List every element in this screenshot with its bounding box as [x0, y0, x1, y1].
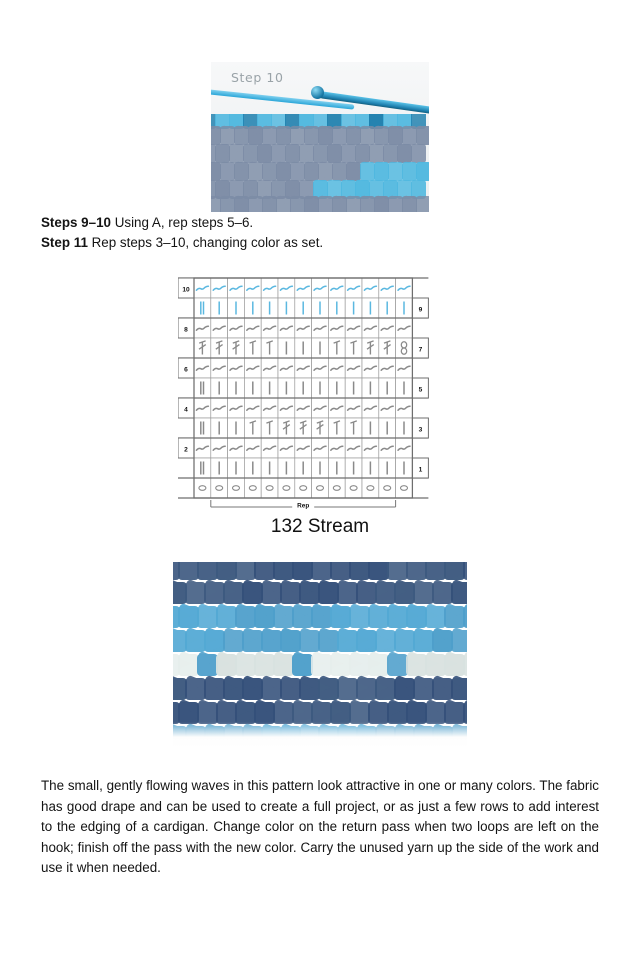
swatch-stitch: [197, 702, 218, 724]
swatch-stitch: [451, 630, 467, 652]
step-photo-stitch-row: [211, 126, 429, 146]
swatch-stitch: [318, 630, 339, 652]
step-photo-figure: [211, 62, 429, 212]
swatch-stitch: [394, 678, 415, 700]
swatch-stitch: [299, 630, 320, 652]
step-photo-stitch: [332, 162, 347, 181]
step-photo-fabric: [211, 114, 429, 212]
swatch-stitch: [356, 678, 377, 700]
swatch-stitch: [185, 630, 206, 652]
swatch-stitch: [197, 654, 218, 676]
swatch-stitch: [394, 582, 415, 604]
swatch-stitch: [337, 582, 358, 604]
step-photo-stitch: [276, 196, 291, 212]
stitch-chart: [178, 276, 462, 514]
swatch-stitch: [216, 654, 237, 676]
swatch-stitch: [406, 702, 427, 724]
swatch-stitch: [330, 562, 351, 580]
swatch-stitch: [330, 606, 351, 628]
step-photo-stitch: [215, 144, 230, 163]
step-photo-stitch: [248, 196, 263, 212]
step-photo-stitch: [234, 162, 249, 181]
swatch-stitch: [273, 562, 294, 580]
swatch-stitch: [387, 702, 408, 724]
swatch-stitch: [349, 702, 370, 724]
swatch-stitch: [261, 678, 282, 700]
step-photo-stitch: [318, 162, 333, 181]
chart-row-number: 6: [184, 366, 188, 374]
swatch-stitch: [311, 606, 332, 628]
swatch-stitch: [261, 582, 282, 604]
step-photo-stitch: [318, 196, 333, 212]
swatch-stitch: [368, 606, 389, 628]
step-photo-stitch: [220, 126, 235, 145]
swatch-stitch: [235, 562, 256, 580]
swatch-stitch: [387, 562, 408, 580]
swatch-stitch: [299, 582, 320, 604]
swatch-stitch: [185, 678, 206, 700]
swatch-stitch: [432, 678, 453, 700]
chart-row-number: 2: [184, 446, 188, 454]
swatch-stitch: [273, 702, 294, 724]
step-photo-stitch: [346, 162, 361, 181]
swatch-stitch: [337, 630, 358, 652]
step-photo-label: Step 10: [231, 70, 284, 85]
swatch-stitch: [406, 654, 427, 676]
swatch-stitch: [292, 562, 313, 580]
step-photo-stitch: [276, 126, 291, 145]
chart-row-number: 7: [418, 346, 423, 354]
swatch-stitch: [413, 630, 434, 652]
swatch-stitch: [235, 606, 256, 628]
swatch-stitch: [463, 562, 467, 580]
instruction-line: [41, 213, 601, 233]
swatch-stitch: [356, 630, 377, 652]
swatch-stitch: [330, 702, 351, 724]
step-photo-stitch: [299, 144, 314, 163]
crochet-hook-head-icon: [311, 86, 324, 99]
step-photo-stitch: [388, 196, 403, 212]
swatch-stitch: [375, 582, 396, 604]
swatch-stitch: [254, 562, 275, 580]
step-photo-stitch: [290, 162, 305, 181]
swatch-stitch: [292, 702, 313, 724]
swatch-stitch: [292, 654, 313, 676]
swatch-stitch: [432, 630, 453, 652]
chart-row-number: 4: [184, 406, 188, 414]
swatch-stitch-row: [173, 678, 467, 702]
step-photo-stitch: [262, 126, 277, 145]
step-photo-stitch: [416, 126, 429, 145]
swatch-stitch: [242, 630, 263, 652]
instruction-block: [41, 213, 601, 252]
chart-row-number: 1: [418, 466, 423, 474]
step-photo-stitch: [285, 144, 300, 163]
step-photo-stitch: [388, 162, 403, 181]
step-photo-stitch: [355, 144, 370, 163]
step-photo-stitch: [318, 126, 333, 145]
swatch-stitch: [280, 678, 301, 700]
swatch-stitch: [425, 654, 446, 676]
swatch-stitch: [463, 702, 467, 724]
swatch-stitch: [254, 654, 275, 676]
swatch-stitch: [197, 562, 218, 580]
step-photo-stitch: [290, 126, 305, 145]
swatch-stitch: [406, 606, 427, 628]
swatch-stitch: [178, 562, 199, 580]
swatch-stitch: [178, 702, 199, 724]
instruction-line: [41, 233, 601, 253]
instruction-step-label: Steps 9–10: [41, 215, 111, 230]
step-photo-stitch: [332, 196, 347, 212]
swatch-stitch: [185, 582, 206, 604]
swatch-stitch: [292, 606, 313, 628]
chart-row-number: 5: [418, 386, 423, 394]
step-photo-stitch: [304, 162, 319, 181]
step-photo-stitch: [304, 196, 319, 212]
rep-bracket: [211, 500, 396, 510]
step-photo-stitch: [243, 144, 258, 163]
swatch-stitch: [330, 654, 351, 676]
stitch-chart-grid: [178, 276, 462, 514]
swatch-stitch: [463, 606, 467, 628]
step-photo-stitch: [262, 162, 277, 181]
step-photo-stitch: [397, 144, 412, 163]
swatch-stitch: [280, 630, 301, 652]
swatch-stitch: [432, 582, 453, 604]
swatch-stitch: [463, 654, 467, 676]
swatch-stitch: [178, 654, 199, 676]
swatch-stitch: [204, 582, 225, 604]
swatch-stitch: [235, 654, 256, 676]
step-photo-stitch: [220, 196, 235, 212]
step-photo-stitch: [304, 126, 319, 145]
swatch-stitch: [280, 582, 301, 604]
swatch-bottom-edge: [173, 722, 467, 748]
step-photo-stitch-row: [211, 196, 429, 212]
step-photo-stitch: [360, 126, 375, 145]
step-photo-stitch: [402, 196, 417, 212]
step-photo-stitch: [341, 144, 356, 163]
swatch-stitch: [223, 582, 244, 604]
instruction-step-text: Using A, rep steps 5–6.: [110, 215, 254, 230]
swatch-stitch: [223, 678, 244, 700]
step-photo-stitch: [374, 162, 389, 181]
swatch-stitch: [242, 582, 263, 604]
step-photo-image: [211, 62, 429, 212]
swatch-photo: [173, 562, 467, 748]
step-photo-stitch: [257, 144, 272, 163]
swatch-stitch: [235, 702, 256, 724]
step-photo-stitch: [346, 126, 361, 145]
swatch-stitch: [375, 630, 396, 652]
swatch-stitch: [444, 606, 465, 628]
instruction-step-text: Rep steps 3–10, changing color as set.: [87, 234, 324, 250]
step-photo-stitch: [360, 162, 375, 181]
swatch-stitch: [356, 582, 377, 604]
step-photo-stitch: [416, 196, 429, 212]
swatch-stitch: [318, 678, 339, 700]
swatch-stitch: [349, 606, 370, 628]
step-photo-stitch: [234, 126, 249, 145]
swatch-stitch-row: [173, 606, 467, 630]
step-photo-stitch: [360, 196, 375, 212]
swatch-stitch: [197, 606, 218, 628]
step-photo-stitch: [220, 162, 235, 181]
swatch-stitch: [368, 654, 389, 676]
step-photo-stitch: [374, 196, 389, 212]
step-photo-stitch-row: [211, 162, 429, 182]
step-photo-stitch: [327, 144, 342, 163]
step-photo-stitch: [276, 162, 291, 181]
swatch-stitch: [216, 562, 237, 580]
step-photo-stitch: [402, 162, 417, 181]
swatch-stitch: [387, 654, 408, 676]
swatch-stitch: [387, 606, 408, 628]
step-photo-stitch: [262, 196, 277, 212]
swatch-stitch: [178, 606, 199, 628]
swatch-stitch: [311, 562, 332, 580]
swatch-stitch: [444, 702, 465, 724]
step-photo-stitch: [248, 126, 263, 145]
swatch-stitch: [451, 582, 467, 604]
step-photo-stitch: [248, 162, 263, 181]
step-photo-stitch: [388, 126, 403, 145]
step-photo-stitch: [290, 196, 305, 212]
swatch-stitch: [425, 702, 446, 724]
step-photo-stitch: [402, 126, 417, 145]
swatch-stitch-row: [173, 630, 467, 654]
swatch-stitch: [349, 654, 370, 676]
swatch-stitch-row: [173, 582, 467, 606]
swatch-stitch: [204, 678, 225, 700]
swatch-stitch: [425, 606, 446, 628]
swatch-stitch: [204, 630, 225, 652]
swatch-stitch: [242, 678, 263, 700]
swatch-stitch: [254, 702, 275, 724]
swatch-stitch: [406, 562, 427, 580]
step-photo-stitch: [411, 144, 426, 163]
pattern-title: 132 Stream: [270, 516, 370, 537]
swatch-stitch: [444, 654, 465, 676]
description-paragraph: The small, gently flowing waves in this pattern look attractive in one or many colors. The fabric has good drape and can be used to create a full project, or as just a few rows to add interest to the edging of a cardigan. Change color on the return pass when two loops are left on the hook; finish off the pass with the new color. Carry the unused yarn up the side of the work and use it when needed.: [41, 778, 599, 876]
swatch-stitch-row: [173, 562, 467, 582]
step-photo-stitch: [234, 196, 249, 212]
swatch-stitch: [368, 702, 389, 724]
swatch-stitch: [444, 562, 465, 580]
swatch-stitch: [216, 606, 237, 628]
step-photo-stitch: [332, 126, 347, 145]
step-photo-stitch: [416, 162, 429, 181]
swatch-stitch: [394, 630, 415, 652]
swatch-stitch: [311, 702, 332, 724]
step-photo-stitch: [383, 144, 398, 163]
swatch-stitch: [375, 678, 396, 700]
step-photo-stitch: [229, 144, 244, 163]
chart-row-number: 3: [418, 426, 423, 434]
step-photo-stitch: [369, 144, 384, 163]
chart-row-number: 10: [182, 286, 190, 294]
swatch-stitch: [311, 654, 332, 676]
swatch-stitch: [425, 562, 446, 580]
swatch-stitch: [318, 582, 339, 604]
swatch-stitch: [273, 654, 294, 676]
chart-row-number: 8: [184, 326, 188, 334]
swatch-stitch: [299, 678, 320, 700]
swatch-stitch: [413, 582, 434, 604]
swatch-stitch: [223, 630, 244, 652]
rep-label: Rep: [297, 502, 310, 510]
chart-row-number: 9: [418, 306, 423, 314]
step-photo-stitch: [271, 144, 286, 163]
swatch-stitch: [216, 702, 237, 724]
swatch-stitch-row: [173, 654, 467, 678]
instruction-step-label: Step 11: [41, 234, 88, 250]
swatch-stitch: [349, 562, 370, 580]
swatch-stitch: [368, 562, 389, 580]
swatch-stitch: [337, 678, 358, 700]
swatch-stitch: [261, 630, 282, 652]
swatch-stitch: [451, 678, 467, 700]
swatch-stitch: [413, 678, 434, 700]
step-photo-stitch: [374, 126, 389, 145]
step-photo-stitch: [346, 196, 361, 212]
step-photo-stitch: [313, 144, 328, 163]
swatch-stitch: [254, 606, 275, 628]
swatch-stitch: [273, 606, 294, 628]
